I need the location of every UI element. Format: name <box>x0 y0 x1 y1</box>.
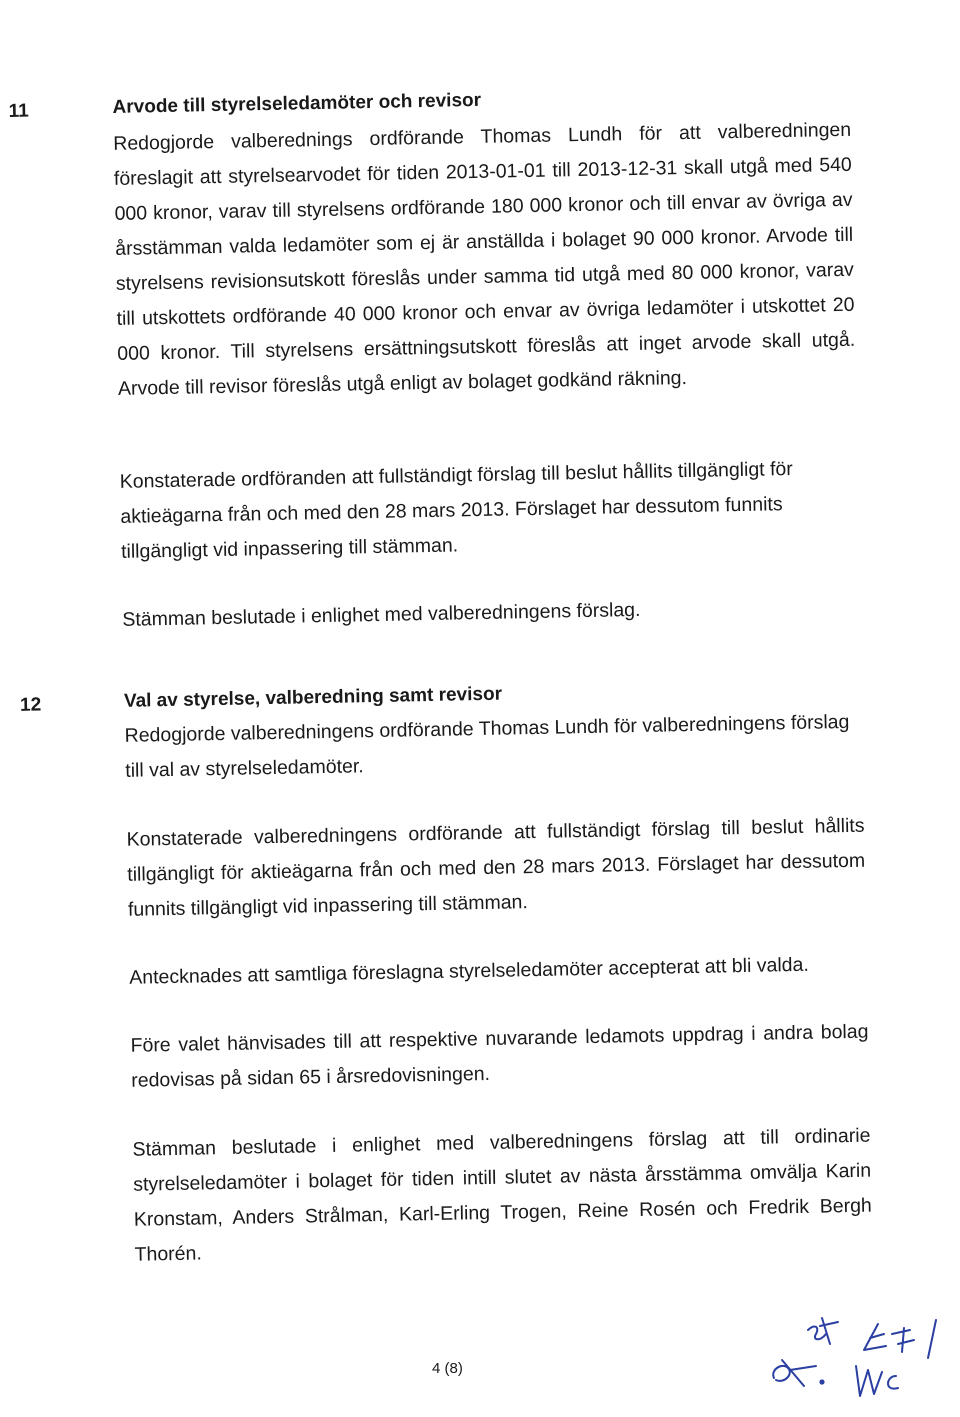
signature-mark-1-stroke <box>822 1318 830 1344</box>
page-number: 4 (8) <box>432 1360 463 1377</box>
section-11-paragraph-1: Redogjorde valberednings ordförande Thomas Lundh för att valberedningen föreslagit att styrelsearvodet för tiden 2013-01-01 till 2013-12-31 skall utgå med 540 000 kronor, varav till styrelsens ordförande 180 000 kronor och till envar av övriga av årsstämman valda ledamöter som ej är anställda i bolaget 90 000 kronor. Arvode till styrelsens revisionsutskott föreslås under samma tid utgå med 80 000 kronor, varav till utskottets ordförande 40 000 kronor och envar av övriga ledamöter i utskottet 20 000 kronor. Till styrelsens ersättningsutskott föreslås att inget arvode skall utgå. Arvode till revisor föreslås utgå enligt av bolaget godkänd räkning. <box>113 118 856 400</box>
signature-dot <box>820 1380 823 1383</box>
section-11-title: Arvode till styrelseledamöter och revisor <box>112 89 482 118</box>
section-12-number: 12 <box>19 694 42 716</box>
section-11-paragraph-3: Stämman beslutade i enlighet med valberedningens förslag. <box>122 598 641 631</box>
section-12-paragraph-1: Redogjorde valberedningens ordförande Thomas Lundh för valberedningens förslag till val av styrelseledamöter. <box>124 710 850 782</box>
section-12-paragraph-2: Konstaterade valberedningens ordförande att fullständigt förslag till beslut hållits tillgängligt för aktieägarna från och med den 28 mars 2013. Förslaget har dessutom funnits tillgängligt vid inpassering till stämman. <box>126 814 866 921</box>
section-12-paragraph-5: Stämman beslutade i enlighet med valberedningens förslag att till ordinarie styrelseledamöter i bolaget för tiden intill slutet av nästa årsstämma omvälja Karin Kronstam, Anders Strålman, Karl-Erling Trogen, Reine Rosén och Fredrik Bergh Thorén. <box>132 1124 872 1266</box>
signature-mark-4 <box>856 1366 882 1396</box>
section-11-number: 11 <box>8 100 29 122</box>
handwritten-initials <box>760 1300 960 1400</box>
signature-mark-3 <box>773 1366 790 1381</box>
signature-mark-3-cross <box>790 1366 816 1370</box>
signature-strokes <box>773 1318 936 1396</box>
section-12-title: Val av styrelse, valberedning samt revisor <box>123 683 503 712</box>
signature-mark-1 <box>808 1327 826 1340</box>
signature-mark-3-stroke <box>782 1360 804 1386</box>
section-11-paragraph-2: Konstaterade ordföranden att fullständigt förslag till beslut hållits tillgängligt för aktieägarna från och med den 28 mars 2013. Förslaget har dessutom funnits tillgängligt vid inpassering till stämman. <box>119 457 793 563</box>
signature-mark-2-letters <box>892 1328 914 1352</box>
signature-mark-4-tail <box>888 1376 898 1389</box>
section-12-paragraph-3: Antecknades att samtliga föreslagna styrelseledamöter accepterat att bli valda. <box>129 953 809 989</box>
signature-mark-2-slash <box>928 1320 936 1358</box>
section-12-paragraph-4: Före valet hänvisades till att respektive nuvarande ledamots uppdrag i andra bolag redovisas på sidan 65 i årsredovisningen. <box>130 1020 869 1092</box>
